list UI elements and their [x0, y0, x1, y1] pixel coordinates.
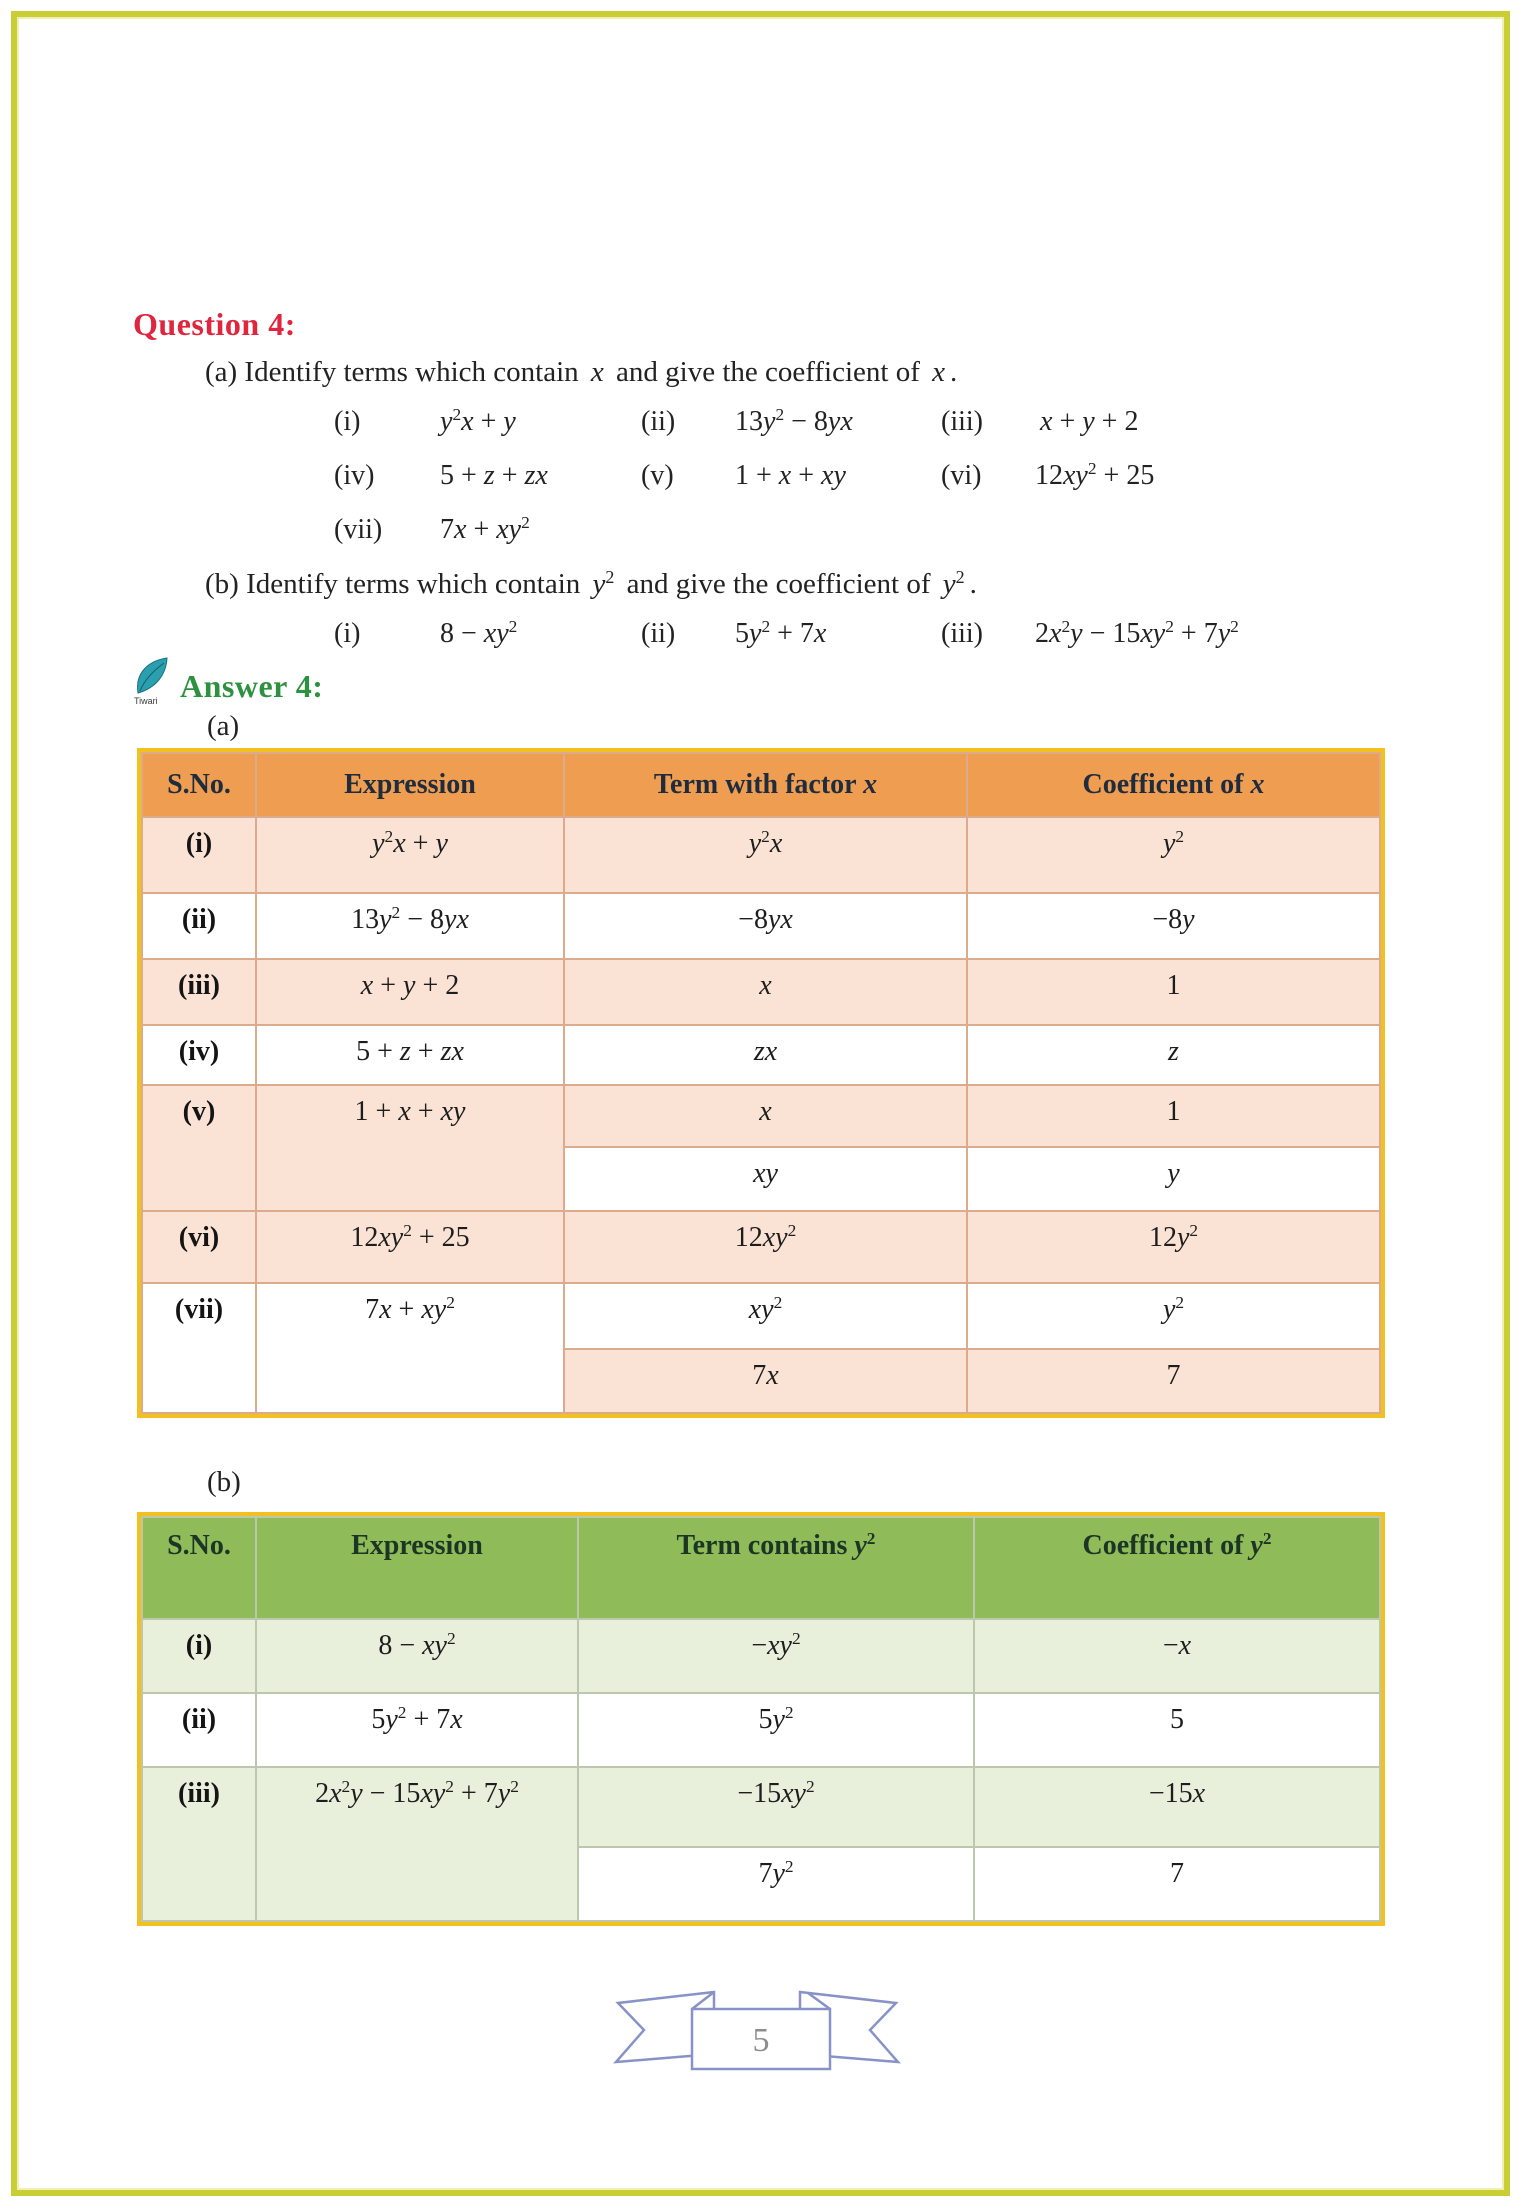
sno-cell: (vii) [142, 1283, 256, 1413]
question-title: Question 4: [133, 306, 296, 342]
term-cell: zx [564, 1025, 967, 1085]
item-expression: $y^2x + y$ [440, 405, 516, 437]
table-row [142, 1283, 1380, 1349]
expression-cell: 5 + z + zx [256, 1025, 564, 1085]
header-sno: S.No. [142, 1517, 256, 1619]
item-expression: 1 + x + xy [735, 460, 846, 491]
item-number: (iii) [941, 618, 983, 649]
item-number: (i) [334, 406, 361, 437]
table-b-header-row [142, 1517, 1380, 1619]
term-cell: 7x [564, 1349, 967, 1413]
answer-label-b: (b) [207, 1466, 241, 1498]
part-a-math2: x [932, 356, 945, 388]
term-cell: $xy^2$ [564, 1283, 967, 1349]
header-coefficient: Coefficient of $y^2$ [974, 1517, 1380, 1619]
expression-cell: $5y^2 + 7x$ [256, 1693, 578, 1767]
term-cell: $-15xy^2$ [578, 1767, 974, 1847]
table-row [142, 1767, 1380, 1847]
expression-cell: 1 + x + xy [256, 1085, 564, 1211]
expression-cell: $13y^2 - 8yx$ [256, 893, 564, 959]
table-row [142, 1025, 1380, 1085]
brand-logo [131, 655, 175, 707]
coefficient-cell: $y^2$ [967, 817, 1380, 893]
sno-cell: (vi) [142, 1211, 256, 1283]
term-cell: x [564, 1085, 967, 1147]
coefficient-cell: −8y [967, 893, 1380, 959]
item-number: (vii) [334, 514, 383, 545]
header-term: Term with factor x [564, 753, 967, 817]
item-expression: x + y + 2 [1040, 406, 1139, 437]
sno-cell: (iii) [142, 1767, 256, 1921]
table-row [142, 959, 1380, 1025]
table-row [142, 1211, 1380, 1283]
table-row [142, 1693, 1380, 1767]
item-number: (iii) [941, 406, 983, 437]
term-cell: −8yx [564, 893, 967, 959]
coefficient-cell: −15x [974, 1767, 1380, 1847]
table-row [142, 817, 1380, 893]
term-cell: $12xy^2$ [564, 1211, 967, 1283]
sno-cell: (ii) [142, 1693, 256, 1767]
question-part-a-text [205, 356, 957, 389]
term-cell: $y^2x$ [564, 817, 967, 893]
expression-cell: $12xy^2 + 25$ [256, 1211, 564, 1283]
part-b-math2: $y^2$ [942, 567, 965, 600]
expression-cell: x + y + 2 [256, 959, 564, 1025]
term-cell: xy [564, 1147, 967, 1211]
table-row [142, 1619, 1380, 1693]
question-part-b-text [205, 568, 977, 601]
item-expression: $7x + xy^2$ [440, 513, 530, 545]
coefficient-cell: $12y^2$ [967, 1211, 1380, 1283]
item-expression: 5 + z + zx [440, 460, 548, 491]
sno-cell: (iii) [142, 959, 256, 1025]
table-row [142, 1085, 1380, 1147]
sno-cell: (i) [142, 817, 256, 893]
expression-cell: $8 - xy^2$ [256, 1619, 578, 1693]
term-cell: $7y^2$ [578, 1847, 974, 1921]
part-b-text2: and give the coefficient of [626, 568, 931, 600]
coefficient-cell: −x [974, 1619, 1380, 1693]
term-cell: x [564, 959, 967, 1025]
part-a-text1: (a) Identify terms which contain [205, 356, 579, 388]
brand-logo-text: Tiwari [134, 696, 158, 706]
sno-cell: (i) [142, 1619, 256, 1693]
item-expression: $12xy^2 + 25$ [1035, 459, 1155, 491]
table-a-header-row [142, 753, 1380, 817]
header-coefficient: Coefficient of x [967, 753, 1380, 817]
sno-cell: (v) [142, 1085, 256, 1211]
coefficient-cell: 7 [974, 1847, 1380, 1921]
part-a-text2: and give the coefficient of [616, 356, 920, 388]
header-expression: Expression [256, 1517, 578, 1619]
item-expression: $13y^2 - 8yx$ [735, 405, 853, 437]
coefficient-cell: y [967, 1147, 1380, 1211]
item-number: (ii) [641, 618, 676, 649]
part-b-math1: $y^2$ [592, 567, 615, 600]
item-expression: $2x^2y - 15xy^2 + 7y^2$ [1035, 617, 1239, 649]
table-row [142, 893, 1380, 959]
expression-cell: $2x^2y - 15xy^2 + 7y^2$ [256, 1767, 578, 1921]
coefficient-cell: 5 [974, 1693, 1380, 1767]
header-sno: S.No. [142, 753, 256, 817]
coefficient-cell: 7 [967, 1349, 1380, 1413]
item-number: (ii) [641, 406, 676, 437]
page-number: 5 [752, 2022, 770, 2059]
answer-title: Answer 4: [180, 668, 324, 704]
answer-label-a: (a) [207, 710, 240, 742]
coefficient-cell: 1 [967, 959, 1380, 1025]
item-expression: $5y^2 + 7x$ [735, 617, 827, 649]
answer-table-a [137, 748, 1385, 1418]
header-expression: Expression [256, 753, 564, 817]
part-b-text1: (b) Identify terms which contain [205, 568, 581, 600]
sno-cell: (iv) [142, 1025, 256, 1085]
coefficient-cell: z [967, 1025, 1380, 1085]
item-number: (v) [641, 460, 674, 491]
header-term: Term contains $y^2$ [578, 1517, 974, 1619]
sno-cell: (ii) [142, 893, 256, 959]
page-number-ribbon [602, 1978, 912, 2074]
expression-cell: $y^2x + y$ [256, 817, 564, 893]
part-a-text3: . [950, 356, 958, 388]
coefficient-cell: $y^2$ [967, 1283, 1380, 1349]
term-cell: $5y^2$ [578, 1693, 974, 1767]
answer-table-b [137, 1512, 1385, 1926]
part-b-text3: . [969, 568, 977, 600]
coefficient-cell: 1 [967, 1085, 1380, 1147]
item-number: (i) [334, 618, 361, 649]
item-number: (vi) [941, 460, 982, 491]
part-a-math1: x [590, 356, 604, 388]
item-expression: $8 - xy^2$ [440, 617, 518, 649]
item-number: (iv) [334, 460, 375, 491]
term-cell: $-xy^2$ [578, 1619, 974, 1693]
expression-cell: $7x + xy^2$ [256, 1283, 564, 1413]
